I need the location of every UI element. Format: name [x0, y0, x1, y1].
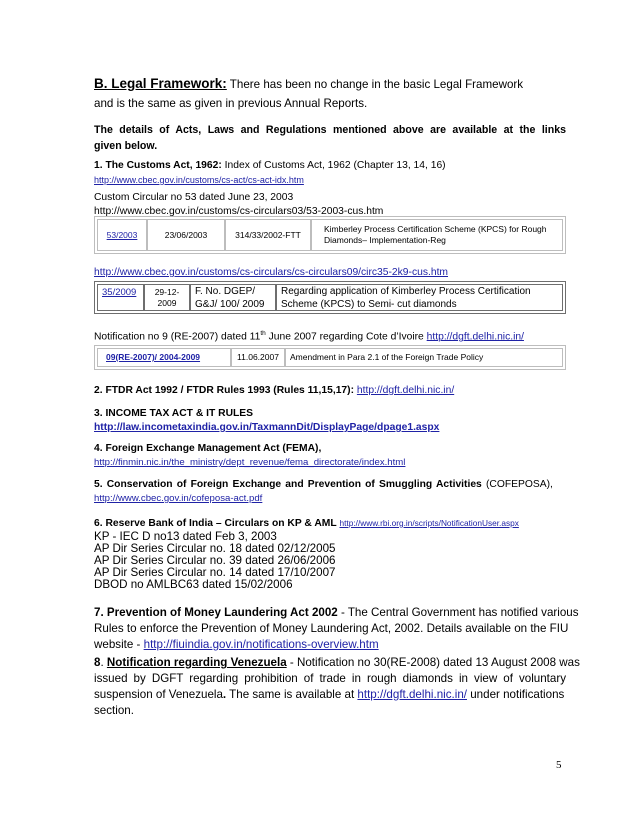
- notification-table: [94, 345, 566, 370]
- table1-subject: Kimberley Process Certification Scheme (KPCS) for Rough Diamonds– Implementation-Reg: [311, 219, 563, 251]
- notification-9: Notification no 9 (RE-2007) dated 11th June 2007 regarding Cote d’Ivoire http://dgft.delhi.nic.in/: [94, 330, 524, 343]
- table1-file-no: 314/33/2002-FTT: [225, 219, 311, 251]
- customs-act-section: [94, 159, 566, 219]
- table3-subject: Amendment in Para 2.1 of the Foreign Trade Policy: [285, 348, 563, 367]
- income-tax-title: 3. INCOME TAX ACT & IT RULES: [94, 408, 254, 419]
- table1-date: 23/06/2003: [147, 219, 225, 251]
- circular-table-2: [94, 281, 566, 314]
- ftdr-section: [94, 384, 566, 398]
- custom-circular-text: Custom Circular no 53 dated June 23, 2003: [94, 192, 294, 203]
- circular-table-1: [94, 216, 566, 254]
- circular-35-2009-link[interactable]: http://www.cbec.gov.in/customs/cs-circulars/cs-circulars09/circ35-2k9-cus.htm: [94, 267, 449, 278]
- pmla-section: 7. Prevention of Money Laundering Act 2002 - The Central Government has notified various Rules to enforce the Prevention of Money Laundering Act, 2002. Details available on the FIU website - http://fiuindia.gov.in/notifications-overview.htm: [94, 606, 579, 651]
- cofeposa-title: 5. Conservation of Foreign Exchange and Prevention of Smuggling Activities: [94, 479, 482, 490]
- customs-act-link[interactable]: http://www.cbec.gov.in/customs/cs-act/cs-act-idx.htm: [94, 175, 304, 185]
- rbi-link[interactable]: http://www.rbi.org.in/scripts/NotificationUser.aspx: [339, 518, 519, 528]
- fema-link[interactable]: http://finmin.nic.in/the_ministry/dept_revenue/fema_directorate/index.html: [94, 457, 406, 468]
- income-tax-section: [94, 407, 566, 435]
- cofeposa-link[interactable]: http://www.cbec.gov.in/cofeposa-act.pdf: [94, 493, 263, 504]
- cofeposa-section: 5. Conservation of Foreign Exchange and Prevention of Smuggling Activities (COFEPOSA), http://www.cbec.gov.in/cofeposa-act.pdf: [94, 479, 553, 504]
- rbi-section: [94, 516, 566, 591]
- legal-framework-text: There has been no change in the basic Legal Framework: [226, 78, 524, 91]
- fiu-link[interactable]: http://fiuindia.gov.in/notifications-overview.htm: [143, 638, 379, 651]
- fema-title: 4. Foreign Exchange Management Act (FEMA),: [94, 443, 322, 454]
- table2-circular-no[interactable]: 35/2009: [102, 287, 137, 298]
- dgft-link-2[interactable]: http://dgft.delhi.nic.in/: [356, 385, 455, 396]
- table3-date: 11.06.2007: [231, 348, 285, 367]
- table2-date: 29-12- 2009: [144, 284, 190, 311]
- table2-file-no: F. No. DGEP/ G&J/ 100/ 2009: [190, 284, 276, 311]
- customs-act-desc: Index of Customs Act, 1962 (Chapter 13, 14, 16): [221, 160, 446, 171]
- table3-notification-no[interactable]: 09(RE-2007)/ 2004-2009: [106, 352, 201, 362]
- table1-circular-no[interactable]: 53/2003: [106, 229, 138, 240]
- rbi-title: 6. Reserve Bank of India – Circulars on KP & AML: [94, 518, 337, 529]
- income-tax-link[interactable]: http://law.incometaxindia.gov.in/TaxmannDit/DisplayPage/dpage1.aspx: [94, 422, 440, 433]
- rbi-item: AP Dir Series Circular no. 39 dated 26/06/2006: [94, 554, 336, 567]
- rbi-item: DBOD no AMLBC63 dated 15/02/2006: [94, 578, 293, 591]
- custom-circular-url: http://www.cbec.gov.in/customs/cs-circulars03/53-2003-cus.htm: [94, 206, 384, 217]
- customs-act-title: 1. The Customs Act, 1962:: [94, 160, 222, 171]
- legal-framework-text-2: and is the same as given in previous Annual Reports.: [94, 97, 368, 110]
- rbi-item: AP Dir Series Circular no. 14 dated 17/10/2007: [94, 566, 336, 579]
- ftdr-title: 2. FTDR Act 1992 / FTDR Rules 1993 (Rules 11,15,17):: [94, 385, 357, 396]
- legal-framework-section: [94, 76, 566, 111]
- page-number: 5: [556, 759, 562, 771]
- legal-framework-heading: B. Legal Framework:: [94, 76, 227, 91]
- dgft-link-3[interactable]: http://dgft.delhi.nic.in/: [357, 688, 467, 701]
- details-intro: The details of Acts, Laws and Regulations mentioned above are available at the links given below.: [94, 124, 566, 152]
- rbi-item: AP Dir Series Circular no. 18 dated 02/12/2005: [94, 542, 336, 555]
- rbi-item: KP - IEC D no13 dated Feb 3, 2003: [94, 530, 277, 543]
- dgft-link-1[interactable]: http://dgft.delhi.nic.in/: [426, 331, 524, 343]
- venezuela-section: 8. Notification regarding Venezuela - Notification no 30(RE-2008) dated 13 August 2008 was issued by DGFT regarding prohibition of trade in rough diamonds in view of voluntary suspension of Venezuela. The same is available at http://dgft.delhi.nic.in/ under notifications section.: [94, 656, 580, 717]
- fema-section: [94, 442, 566, 470]
- venezuela-title: Notification regarding Venezuela: [106, 656, 287, 669]
- table2-subject: Regarding application of Kimberley Process Certification Scheme (KPCS) to Semi- cut diamonds: [276, 284, 563, 311]
- pmla-title: 7. Prevention of Money Laundering Act 2002: [94, 606, 338, 619]
